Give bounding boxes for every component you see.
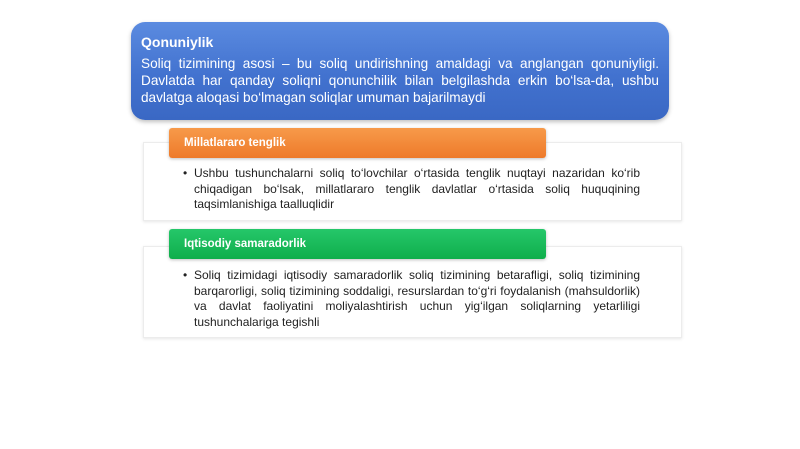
legality-box — [131, 22, 669, 120]
equality-text-block — [183, 166, 640, 213]
bullet-icon: • — [183, 268, 188, 282]
legality-text: Soliq tizimining asosi – bu soliq undirishning amaldagi va anglangan qonuniyligi. Davlatda har qanday soliqni qonunchilik bilan belgilashda erkin bo‘lsa-da, ushbu davlatga aloqasi bo‘lmagan soliqlar umuman bajarilmaydi — [141, 56, 659, 105]
efficiency-text: Soliq tizimidagi iqtisodiy samaradorlik soliq tizimining betarafligi, soliq tizimining barqarorligi, soliq tizimining soddaligi, resurslardan to‘g‘ri foydalanish (mahsuldorlik) va davlat faoliyatini moliyalashtirish uchun yig‘ilgan soliqlarning yetarliligi tushunchalariga tegishli — [194, 268, 640, 329]
equality-text: Ushbu tushunchalarni soliq to‘lovchilar o‘rtasida tenglik nuqtayi nazaridan ko‘rib chiqadigan bo‘lsak, millatlararo tenglik davlatlar o‘rtasida soliq huquqining taqsimlanishiga taalluqlidir — [194, 166, 640, 212]
legality-title: Qonuniylik — [141, 34, 214, 50]
efficiency-text-block — [183, 268, 640, 330]
equality-label: Millatlararo tenglik — [169, 128, 546, 158]
bullet-icon: • — [183, 166, 188, 180]
efficiency-label: Iqtisodiy samaradorlik — [169, 229, 546, 259]
